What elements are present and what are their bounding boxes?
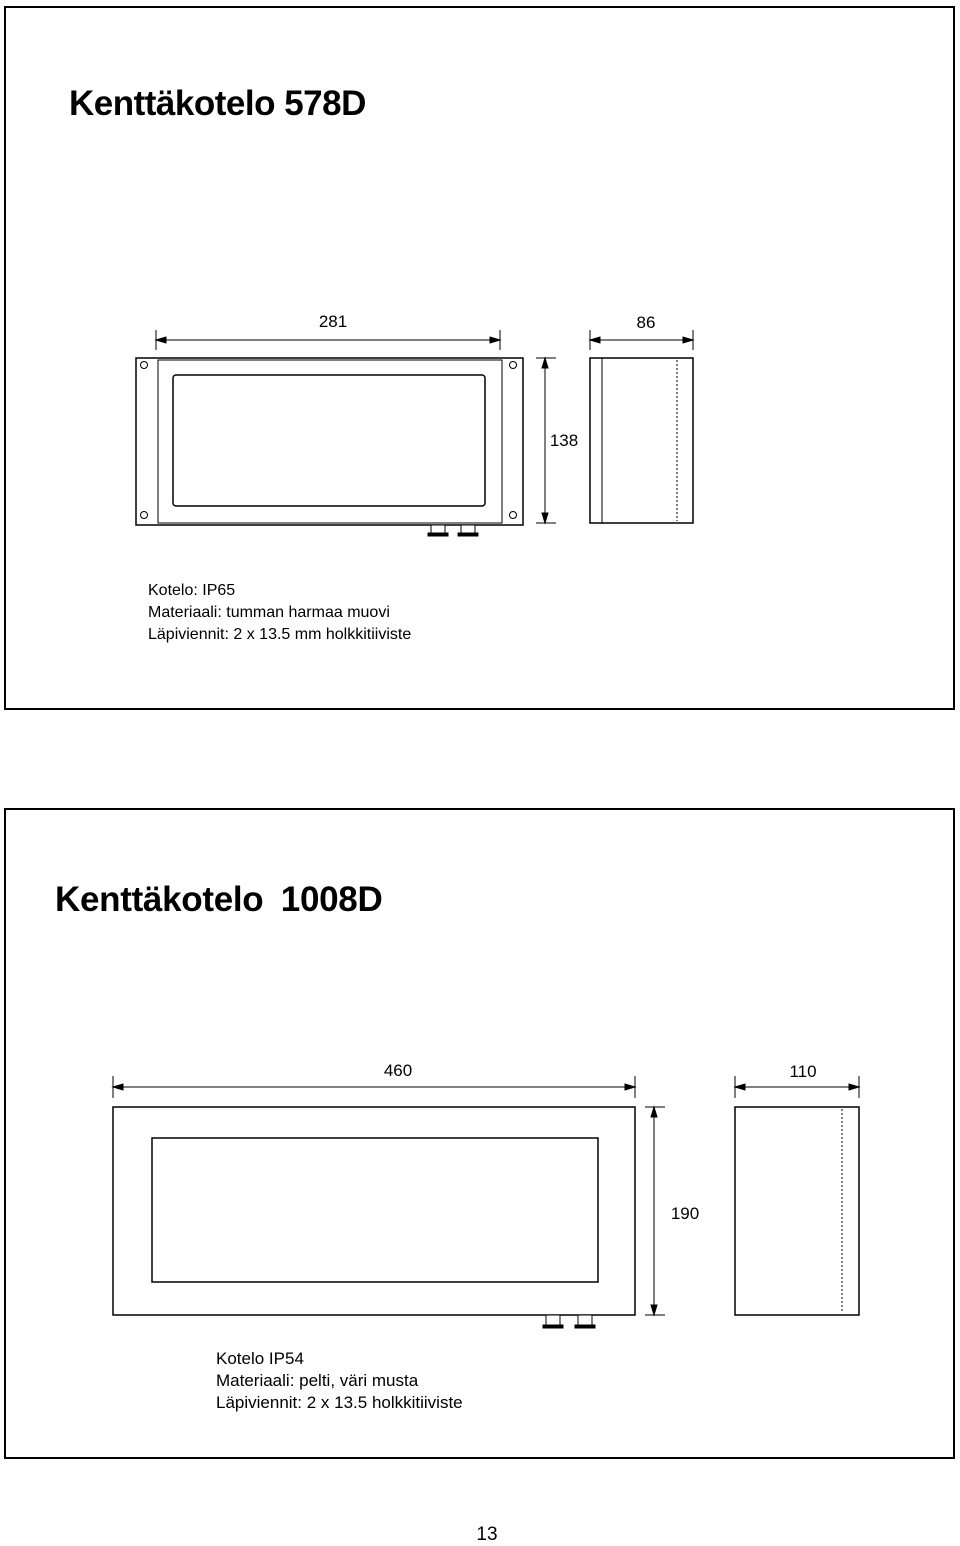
depth-label: 86 bbox=[636, 313, 656, 332]
side-view bbox=[590, 358, 693, 523]
enclosure-578d-title: Kenttäkotelo 578D bbox=[69, 84, 366, 123]
side-view bbox=[735, 1107, 859, 1315]
height-dimension bbox=[645, 1107, 665, 1315]
height-label: 138 bbox=[549, 431, 579, 450]
width-label: 281 bbox=[318, 312, 348, 331]
enclosure-1008d-specs bbox=[216, 1348, 463, 1414]
cable-glands bbox=[428, 525, 478, 536]
width-dimension bbox=[113, 1076, 635, 1098]
spec-material: Materiaali: pelti, väri musta bbox=[216, 1371, 419, 1390]
front-view bbox=[136, 358, 523, 525]
width-label: 460 bbox=[383, 1061, 413, 1080]
page-number: 13 bbox=[476, 1524, 498, 1545]
enclosure-578d-panel bbox=[4, 6, 955, 710]
height-label: 190 bbox=[670, 1204, 700, 1223]
spec-material: Materiaali: tumman harmaa muovi bbox=[148, 604, 390, 621]
spec-cable-entries: Läpiviennit: 2 x 13.5 mm holkkitiiviste bbox=[148, 626, 412, 643]
cable-glands bbox=[543, 1315, 595, 1328]
front-view bbox=[113, 1107, 635, 1315]
depth-label: 110 bbox=[789, 1062, 817, 1081]
depth-dimension bbox=[590, 330, 693, 350]
enclosure-1008d-title: Kenttäkotelo 1008D bbox=[55, 880, 383, 919]
spec-enclosure-rating: Kotelo IP54 bbox=[216, 1349, 304, 1368]
width-dimension bbox=[156, 330, 500, 350]
enclosure-1008d-drawing bbox=[6, 810, 953, 1457]
spec-enclosure-rating: Kotelo: IP65 bbox=[148, 582, 236, 599]
enclosure-1008d-panel bbox=[4, 808, 955, 1459]
spec-cable-entries: Läpiviennit: 2 x 13.5 holkkitiiviste bbox=[216, 1393, 463, 1412]
enclosure-578d-specs bbox=[148, 580, 411, 646]
